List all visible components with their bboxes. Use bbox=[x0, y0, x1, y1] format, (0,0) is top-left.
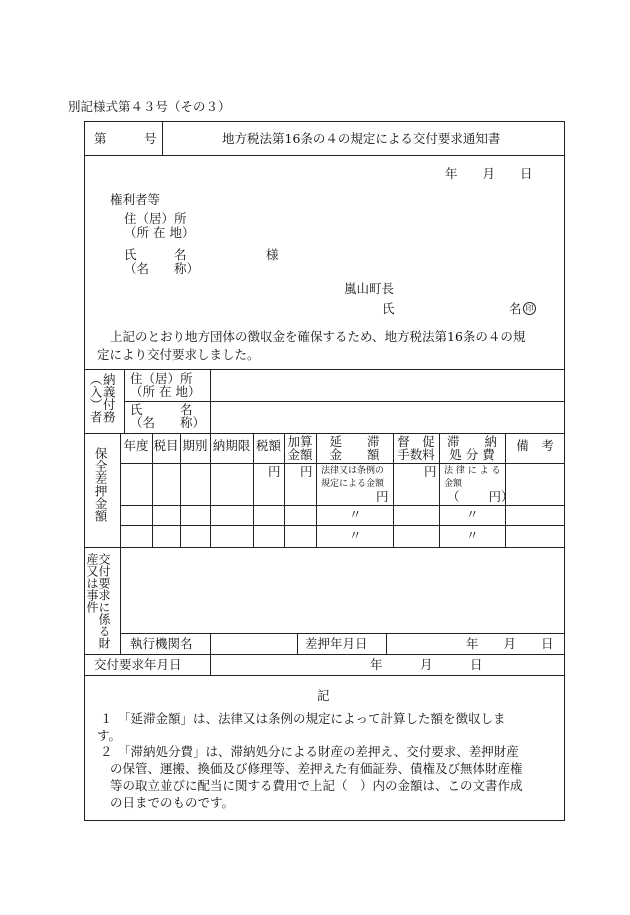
ditto-mark: 〃 bbox=[466, 528, 479, 543]
taxpayer-address-sub: （所 在 地） bbox=[130, 384, 201, 399]
taxpayer-group-label: 納義付務（入）者 bbox=[88, 373, 117, 423]
header-delinquency-2: 金 額 bbox=[329, 447, 380, 462]
yen-surcharge: 円 bbox=[300, 464, 313, 479]
request-date-value: 年 月 日 bbox=[370, 657, 483, 672]
divider bbox=[386, 633, 387, 654]
note-2-line-3: 等の取立並びに配当に関する費用で上記（ ）内の金額は、この文書作成 bbox=[110, 778, 523, 793]
issuer-org: 嵐山町長 bbox=[344, 281, 395, 296]
recipient-header: 権利者等 bbox=[110, 192, 161, 207]
header-fee-1: 督 促 bbox=[397, 434, 435, 449]
divider bbox=[210, 654, 211, 675]
header-period: 期別 bbox=[182, 438, 208, 453]
form-label: 別記様式第４３号（その３） bbox=[68, 99, 231, 114]
divider bbox=[120, 525, 565, 526]
property-side-label: 交付要求に係る財産又は事件 bbox=[85, 553, 111, 649]
request-date-label: 交付要求年月日 bbox=[94, 657, 182, 672]
divider bbox=[84, 675, 565, 676]
issuer-name-label: 氏 bbox=[382, 301, 395, 316]
date-line: 年 月 日 bbox=[445, 166, 533, 181]
disposition-note-1: 法 律 に よ る bbox=[444, 466, 501, 476]
note-1-line-1: 「延滞金額」は、法律又は条例の規定によって計算した額を徴収しま bbox=[118, 711, 506, 726]
divider bbox=[84, 155, 565, 156]
note-2-number: ２ bbox=[100, 744, 113, 759]
divider bbox=[120, 505, 565, 506]
divider bbox=[210, 633, 211, 654]
enforcement-label: 執行機関名 bbox=[130, 636, 193, 651]
taxpayer-name-sub: （名 称） bbox=[130, 415, 206, 430]
header-delinquency-1: 延 滞 bbox=[329, 434, 380, 449]
ditto-mark: 〃 bbox=[349, 507, 362, 522]
note-2-line-1: 「滞納処分費」は、滞納処分による財産の差押え、交付要求、差押財産 bbox=[118, 744, 519, 759]
divider bbox=[120, 433, 121, 654]
header-remarks: 備 考 bbox=[516, 438, 554, 453]
note-1-line-2: す。 bbox=[97, 728, 122, 743]
disposition-note-2: 金額 bbox=[444, 479, 463, 489]
recipient-address-label: 住（居）所 bbox=[124, 211, 187, 226]
intro-text-line-1: 上記のとおり地方団体の徴収金を確保するため、地方税法第16条の４の規 bbox=[110, 329, 526, 344]
header-year: 年度 bbox=[123, 438, 149, 453]
recipient-name-label: 氏 名 bbox=[124, 247, 187, 262]
taxpayer-name-label: 氏 名 bbox=[130, 402, 193, 417]
recipient-address-sub: （所 在 地） bbox=[124, 225, 195, 240]
divider bbox=[120, 463, 565, 464]
divider bbox=[162, 121, 163, 155]
disposition-paren: （ 円） bbox=[447, 489, 514, 504]
divider bbox=[297, 633, 298, 654]
divider bbox=[84, 654, 565, 655]
recipient-name-sub: （名 称） bbox=[124, 261, 200, 276]
divider bbox=[84, 547, 565, 548]
header-surcharge-1: 加算 bbox=[287, 434, 313, 449]
divider bbox=[120, 633, 565, 634]
yen-delinquency: 円 bbox=[376, 489, 389, 504]
notes-heading: 記 bbox=[317, 688, 330, 703]
header-disposition-1: 滞 納 bbox=[446, 434, 497, 449]
delinquency-note-1: 法律又は条例の bbox=[321, 466, 385, 476]
header-tax-amount: 税額 bbox=[255, 438, 281, 453]
ditto-mark: 〃 bbox=[349, 528, 362, 543]
header-tax-item: 税目 bbox=[153, 438, 179, 453]
header-disposition-2: 処 分 費 bbox=[449, 447, 495, 462]
divider bbox=[84, 369, 565, 370]
delinquency-note-2: 規定による金額 bbox=[321, 479, 385, 489]
honorific: 様 bbox=[266, 247, 279, 262]
seal-mark: 印 bbox=[523, 302, 536, 315]
note-1-number: １ bbox=[100, 711, 113, 726]
header-due-date: 納期限 bbox=[212, 438, 251, 453]
note-2-line-2: の保管、運搬、換価及び修理等、差押えた有価証券、債権及び無体財産権 bbox=[110, 761, 523, 776]
issuer-seal-label: 名 bbox=[509, 301, 522, 316]
divider bbox=[210, 369, 211, 433]
ditto-mark: 〃 bbox=[466, 507, 479, 522]
doc-number-label: 第 号 bbox=[94, 131, 157, 146]
yen-tax-amount: 円 bbox=[268, 464, 281, 479]
secured-side-label: 保全差押金額 bbox=[93, 447, 109, 522]
header-surcharge-2: 金額 bbox=[287, 447, 313, 462]
document-title: 地方税法第16条の４の規定による交付要求通知書 bbox=[222, 131, 501, 146]
seizure-date-value: 年 月 日 bbox=[466, 636, 554, 651]
note-2-line-4: の日までのものです。 bbox=[110, 795, 235, 810]
yen-fee: 円 bbox=[424, 464, 437, 479]
divider bbox=[124, 369, 125, 433]
header-fee-2: 手数料 bbox=[397, 447, 435, 462]
intro-text-line-2: 定により交付要求しました。 bbox=[97, 347, 260, 362]
seizure-date-label: 差押年月日 bbox=[305, 636, 368, 651]
taxpayer-address-label: 住（居）所 bbox=[130, 371, 193, 386]
